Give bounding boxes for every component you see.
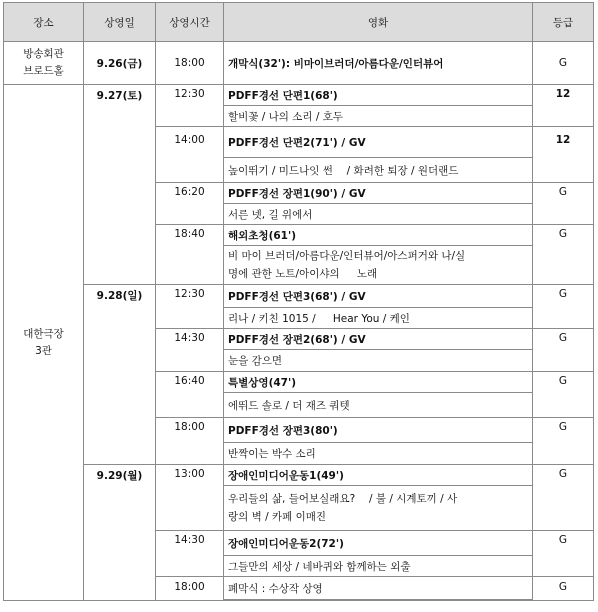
film-desc-cell: 높이뛰기 / 미드나잇 썬 / 화려한 퇴장 / 원더랜드: [224, 158, 533, 183]
table-row: [4, 285, 594, 308]
film-title-cell: PDFF경선 장편2(68') / GV: [224, 329, 533, 350]
film-desc-cell: 눈을 감으면: [224, 350, 533, 372]
film-desc-line: 명에 관한 노트/아이샤의 노래: [228, 268, 378, 280]
film-desc-cell: 반짝이는 박수 소리: [224, 443, 533, 465]
film-title-cell: 장애인미디어운동1(49'): [224, 465, 533, 486]
rating-cell: G: [533, 465, 594, 531]
header-date: 상영일: [84, 3, 156, 42]
film-desc-line: 비 마이 브러더/아름다운/인터뷰어/아스퍼거와 나/실: [228, 250, 466, 262]
film-title-cell: PDFF경선 장편3(80'): [224, 418, 533, 443]
rating-cell: G: [533, 531, 594, 577]
venue-cell: [4, 42, 84, 85]
date-cell: 9.26(금): [84, 42, 156, 85]
screening-schedule-table: [3, 2, 594, 601]
film-desc-line: 랑의 벽 / 카페 이매진: [228, 511, 327, 523]
film-desc-cell: 그들만의 세상 / 네바퀴와 함께하는 외출: [224, 556, 533, 577]
time-cell: 14:00: [156, 127, 224, 183]
film-desc-line: 우리들의 삶, 들어보실래요? / 불 / 시계토끼 / 사: [228, 493, 458, 505]
film-desc-cell: 에뛰드 솔로 / 더 재즈 쿼텟: [224, 393, 533, 418]
rating-cell: 12: [533, 85, 594, 127]
header-row: [4, 3, 594, 42]
time-cell: 12:30: [156, 85, 224, 127]
rating-cell: G: [533, 42, 594, 85]
date-cell: 9.27(토): [84, 85, 156, 285]
rating-cell: G: [533, 372, 594, 418]
venue-line: 방송회관: [23, 48, 64, 60]
header-rating: 등급: [533, 3, 594, 42]
venue-line: 3관: [35, 344, 52, 357]
film-desc-cell: [224, 246, 533, 285]
table-row: [4, 465, 594, 486]
rating-cell: G: [533, 225, 594, 285]
time-cell: 18:00: [156, 42, 224, 85]
header-film: 영화: [224, 3, 533, 42]
rating-cell: G: [533, 577, 594, 601]
header-time: 상영시간: [156, 3, 224, 42]
time-cell: 12:30: [156, 285, 224, 329]
time-cell: 16:20: [156, 183, 224, 225]
venue-cell: [4, 85, 84, 601]
time-cell: 14:30: [156, 329, 224, 372]
rating-cell: G: [533, 285, 594, 329]
film-title-cell: 특별상영(47'): [224, 372, 533, 393]
film-title-cell: PDFF경선 단편3(68') / GV: [224, 285, 533, 308]
time-cell: 16:40: [156, 372, 224, 418]
film-title-cell: PDFF경선 장편1(90') / GV: [224, 183, 533, 204]
film-desc-cell: 서른 넷, 길 위에서: [224, 204, 533, 225]
film-title-cell: 폐막식 : 수상작 상영: [224, 577, 533, 600]
time-cell: 18:00: [156, 418, 224, 465]
time-cell: 18:40: [156, 225, 224, 285]
table-row: [4, 85, 594, 106]
time-cell: 14:30: [156, 531, 224, 577]
rating-cell: G: [533, 329, 594, 372]
film-desc-cell: 할비꽃 / 나의 소리 / 호두: [224, 106, 533, 127]
film-title-cell: PDFF경선 단편1(68'): [224, 85, 533, 106]
venue-line: 브로드홀: [23, 65, 64, 77]
film-title-cell: PDFF경선 단편2(71') / GV: [224, 127, 533, 158]
film-title-cell: 개막식(32'): 비마이브러더/아름다운/인터뷰어: [224, 42, 533, 85]
rating-cell: 12: [533, 127, 594, 183]
film-title-cell: 해외초청(61'): [224, 225, 533, 246]
time-cell: 18:00: [156, 577, 224, 601]
film-desc-cell: [224, 486, 533, 531]
film-desc-cell: [224, 600, 533, 601]
header-venue: 장소: [4, 3, 84, 42]
date-cell: 9.29(월): [84, 465, 156, 601]
table-row: [4, 42, 594, 85]
film-desc-cell: 리나 / 키친 1015 / Hear You / 케인: [224, 308, 533, 329]
venue-line: 대한극장: [23, 327, 64, 340]
date-cell: 9.28(일): [84, 285, 156, 465]
time-cell: 13:00: [156, 465, 224, 531]
film-title-cell: 장애인미디어운동2(72'): [224, 531, 533, 556]
rating-cell: G: [533, 183, 594, 225]
rating-cell: G: [533, 418, 594, 465]
